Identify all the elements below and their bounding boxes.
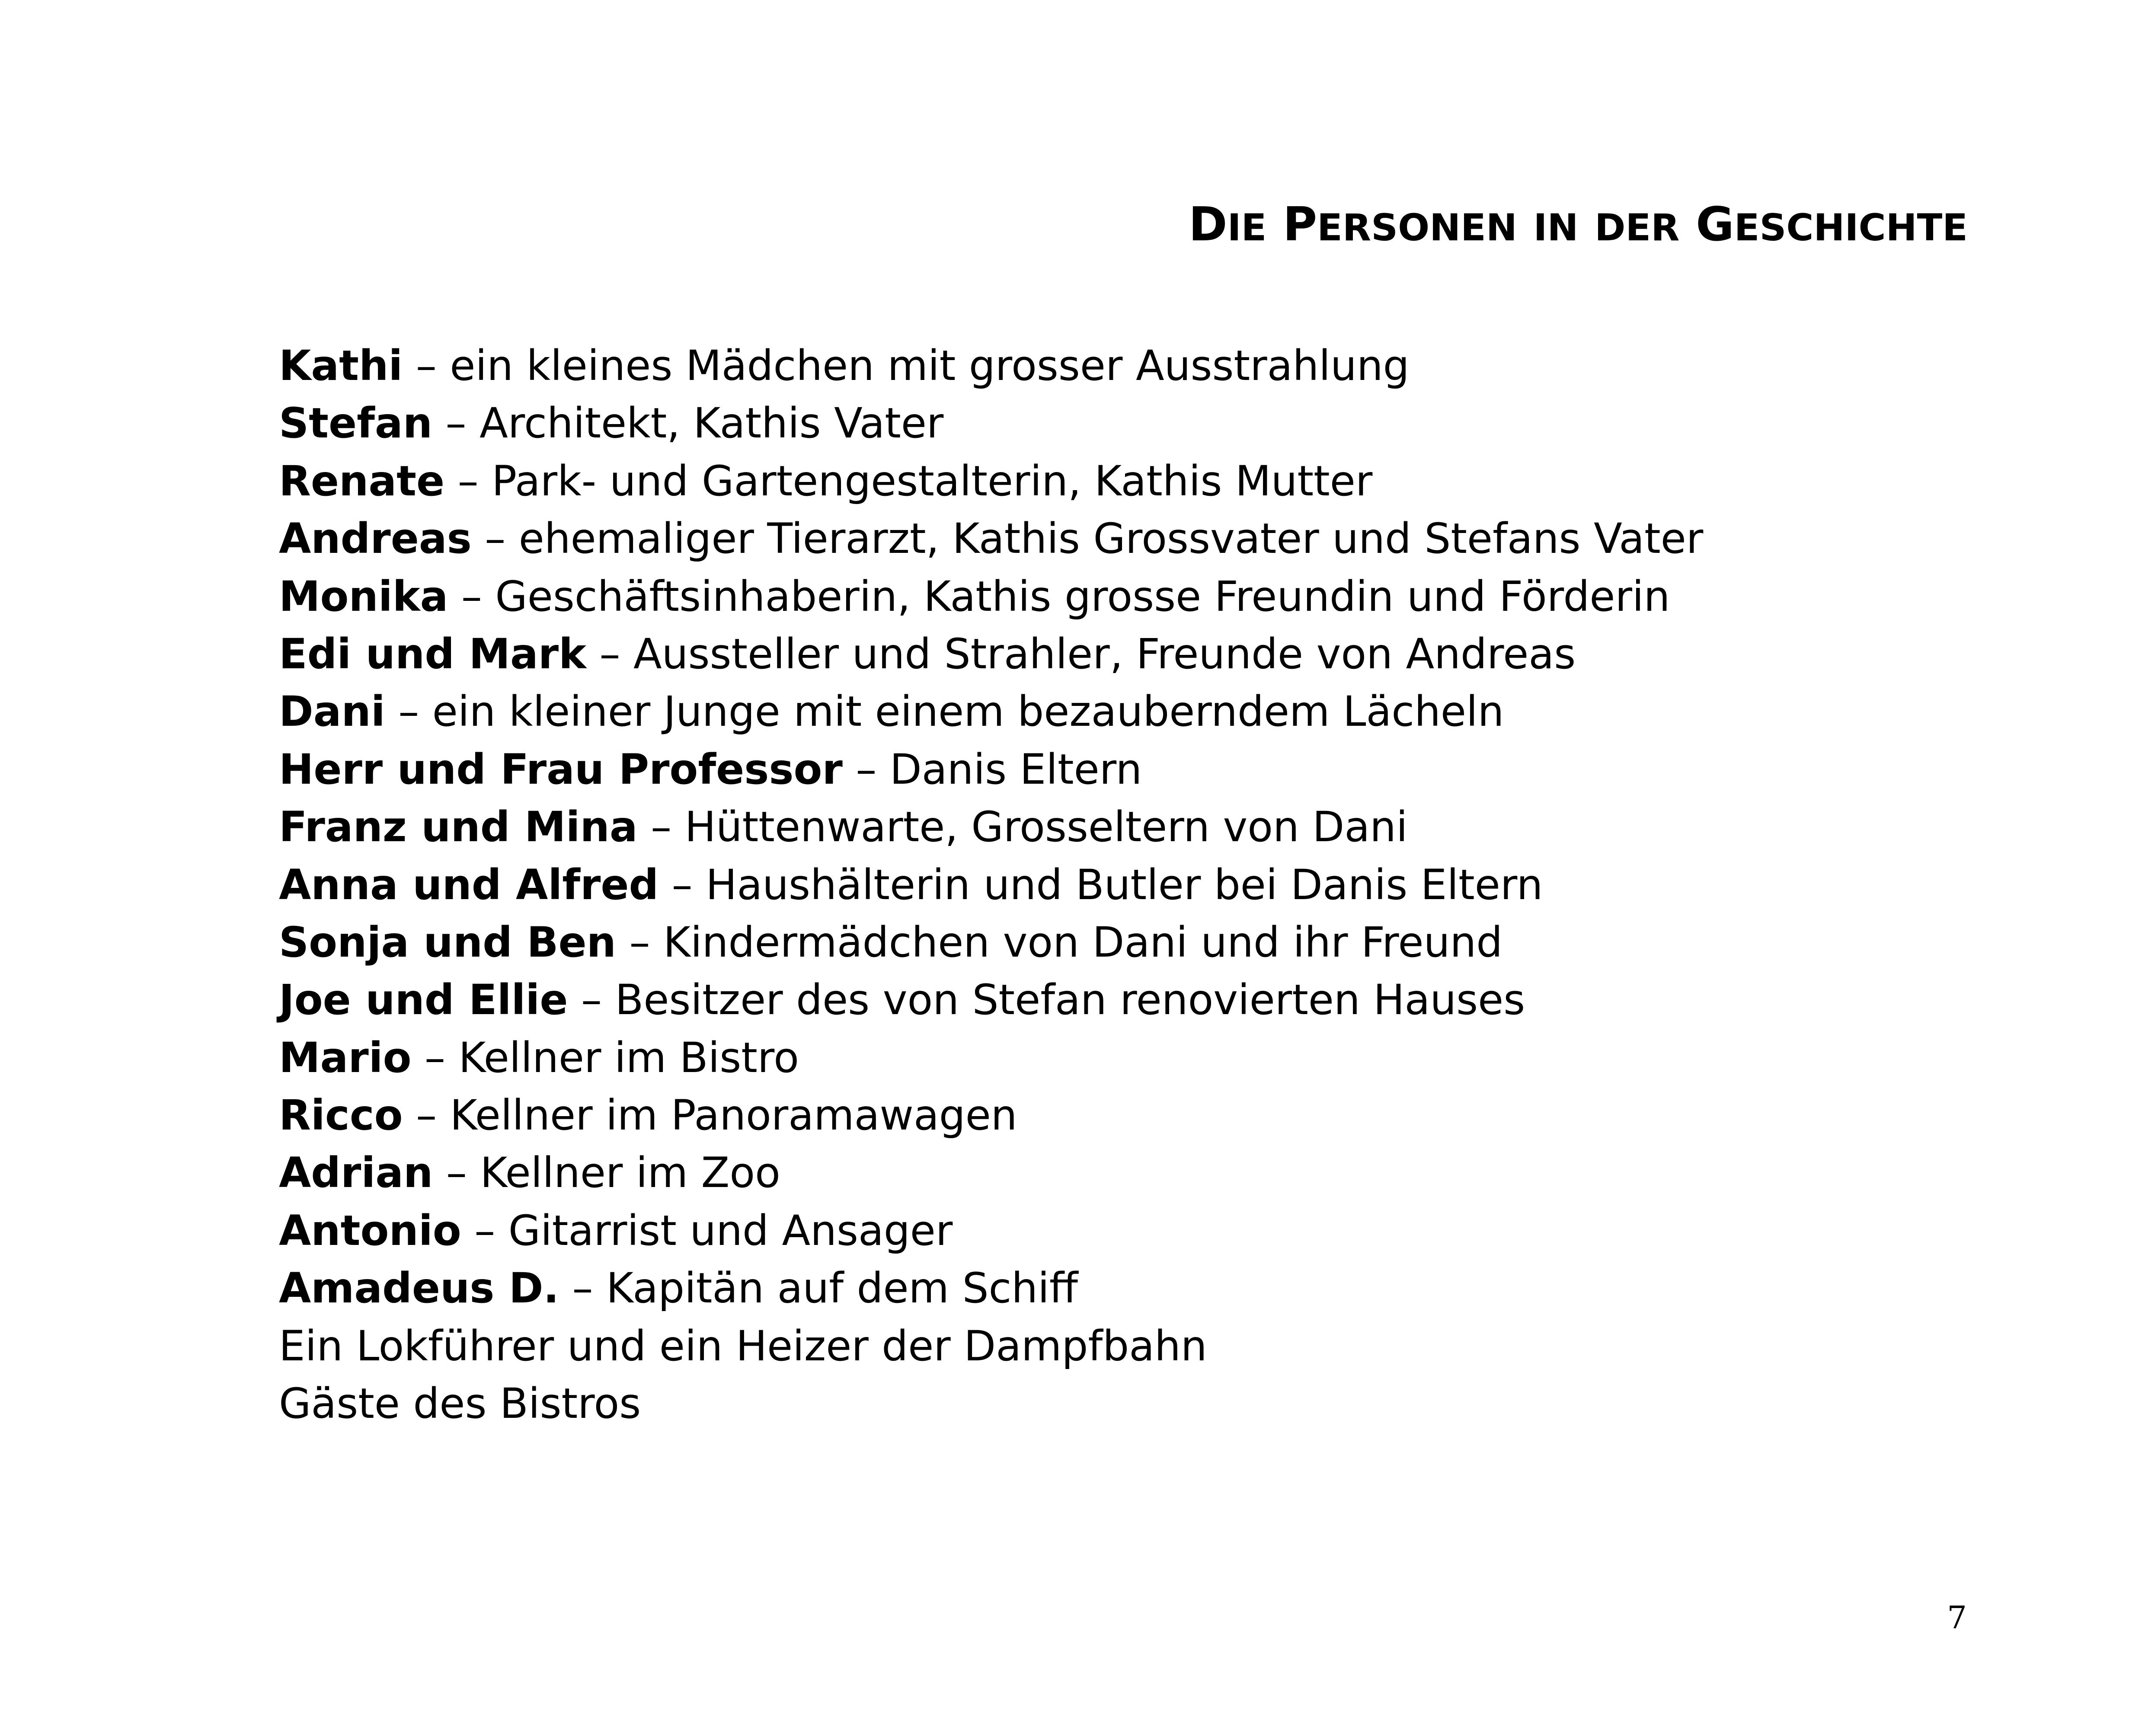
character-entry — [279, 798, 2008, 856]
character-name: Mario — [279, 1033, 412, 1082]
separator: – — [432, 399, 480, 448]
character-description: Haushälterin und Butler bei Danis Eltern — [706, 860, 1543, 909]
character-entry — [279, 337, 2008, 395]
character-description: ein kleines Mädchen mit grosser Ausstrahlung — [450, 341, 1410, 390]
title-word: GESCHICHTE — [1696, 198, 1968, 252]
page-number: 7 — [1947, 1599, 1967, 1636]
separator: – — [411, 1033, 459, 1082]
character-entry — [279, 1260, 2008, 1317]
character-description: Geschäftsinhaberin, Kathis grosse Freundin und Förderin — [495, 572, 1670, 621]
character-name: Renate — [279, 456, 445, 505]
separator: – — [403, 341, 450, 390]
separator: – — [568, 976, 615, 1024]
character-description: ehemaliger Tierarzt, Kathis Grossvater und Stefans Vater — [518, 514, 1704, 563]
character-entry — [279, 395, 2008, 452]
character-name: Herr und Frau Professor — [279, 745, 843, 794]
character-entry — [279, 1202, 2008, 1260]
character-name: Monika — [279, 572, 448, 621]
character-description: ein kleiner Junge mit einem bezauberndem Lächeln — [432, 687, 1504, 736]
separator: – — [586, 629, 633, 678]
character-name: Ricco — [279, 1091, 403, 1140]
character-description: Besitzer des von Stefan renovierten Hauses — [615, 976, 1525, 1024]
character-name: Dani — [279, 687, 385, 736]
character-entry — [279, 453, 2008, 510]
character-entry — [279, 510, 2008, 568]
page-title — [1189, 190, 1968, 262]
character-entry — [279, 625, 2008, 683]
separator: – — [637, 803, 685, 852]
character-name: Franz und Mina — [279, 803, 638, 852]
character-description: Kellner im Bistro — [458, 1033, 799, 1082]
separator: – — [433, 1149, 480, 1197]
character-entry — [279, 914, 2008, 971]
character-name: Edi und Mark — [279, 629, 586, 678]
character-description: Kellner im Zoo — [480, 1149, 780, 1197]
separator: – — [616, 918, 664, 967]
character-description: Kindermädchen von Dani und ihr Freund — [663, 918, 1503, 967]
separator: – — [448, 572, 495, 621]
character-entry — [279, 1029, 2008, 1087]
character-entry — [279, 568, 2008, 625]
character-description: Gitarrist und Ansager — [508, 1206, 953, 1255]
separator: – — [659, 860, 706, 909]
title-word: DER — [1595, 206, 1680, 249]
character-entry — [279, 683, 2008, 740]
character-name: Antonio — [279, 1206, 461, 1255]
separator: – — [444, 456, 492, 505]
character-description: Hüttenwarte, Grosseltern von Dani — [684, 803, 1408, 852]
extra-entry — [279, 1375, 2008, 1433]
separator: – — [403, 1091, 450, 1140]
character-description: Aussteller und Strahler, Freunde von Andreas — [633, 629, 1576, 678]
character-name: Adrian — [279, 1149, 433, 1197]
separator: – — [385, 687, 432, 736]
separator: – — [471, 514, 519, 563]
character-description: Danis Eltern — [889, 745, 1142, 794]
character-entry — [279, 856, 2008, 914]
character-entry — [279, 971, 2008, 1029]
character-name: Anna und Alfred — [279, 860, 659, 909]
character-description: Park- und Gartengestalterin, Kathis Mutter — [492, 456, 1373, 505]
separator: – — [842, 745, 890, 794]
character-description: Kellner im Panoramawagen — [450, 1091, 1017, 1140]
character-description: Kapitän auf dem Schiff — [606, 1264, 1078, 1313]
title-word: IN — [1533, 206, 1579, 249]
character-list — [279, 337, 2008, 1433]
title-word: DIE — [1189, 198, 1267, 252]
character-entry — [279, 741, 2008, 798]
extra-description: Ein Lokführer und ein Heizer der Dampfbahn — [279, 1321, 1207, 1370]
character-entry — [279, 1087, 2008, 1144]
extra-description: Gäste des Bistros — [279, 1379, 641, 1428]
character-entry — [279, 1144, 2008, 1202]
title-word: PERSONEN — [1283, 198, 1517, 252]
character-name: Stefan — [279, 399, 433, 448]
separator: – — [559, 1264, 607, 1313]
character-name: Sonja und Ben — [279, 918, 616, 967]
character-name: Joe und Ellie — [279, 976, 568, 1024]
character-name: Andreas — [279, 514, 472, 563]
character-name: Amadeus D. — [279, 1264, 559, 1313]
character-description: Architekt, Kathis Vater — [480, 399, 944, 448]
separator: – — [461, 1206, 508, 1255]
character-name: Kathi — [279, 341, 403, 390]
extra-entry — [279, 1318, 2008, 1375]
